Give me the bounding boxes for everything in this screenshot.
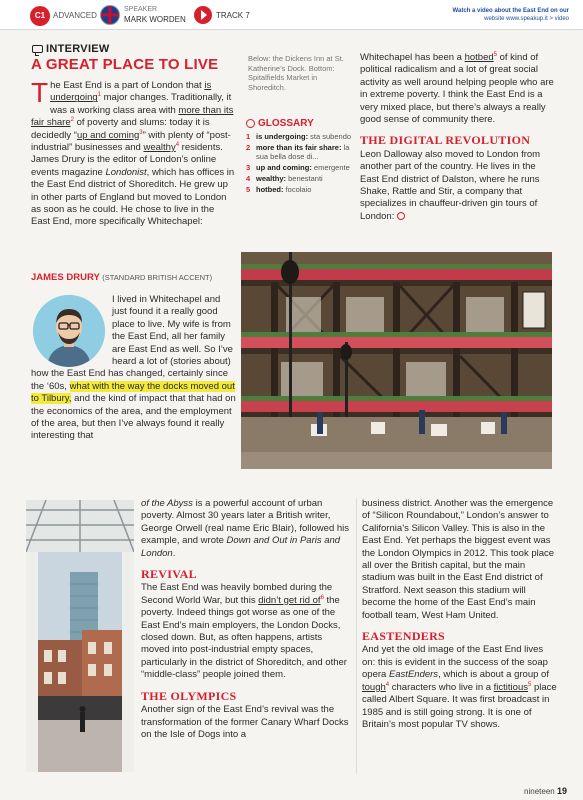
glossary-title-row [246, 118, 354, 129]
glossary-meaning: la sua bella dose di... [256, 143, 350, 161]
glossary-term-3: up and coming [76, 129, 140, 141]
book-title-2: Down and Out in Paris and London [141, 535, 341, 559]
play-track-icon[interactable] [194, 6, 212, 24]
glossary-title: GLOSSARY [258, 118, 314, 129]
mid-text-4: the poverty. Indeed things got worse as one of the East End’s main employers, the London Docks, closed down. But, as often happens, artists moved into post-industrial empty spaces, particularly in the district of Shoreditch, and other “middle-class” people joined them. [141, 594, 347, 681]
speech-bubble-icon [32, 45, 43, 53]
glossary-item [246, 163, 354, 172]
glossary-term-2: more than its fair share [31, 104, 234, 129]
glossary-term-6: didn’t get rid of [258, 594, 321, 606]
glossary-term: is undergoing: [256, 132, 309, 141]
photo-spitalfields-market [26, 500, 134, 772]
mid-paragraph-3: Another sign of the East End’s revival was the transformation of the former Canary Wharf Docks on the Isle of Dogs into a [141, 704, 349, 740]
glossary-item [246, 132, 354, 141]
glossary-box [246, 118, 354, 196]
photo-dickens-inn [241, 252, 552, 469]
interview-text-1: I lived in Whitechapel and just found it a really good place to live. My wife is from the East End, all her family are East End as well. So I’ve heard a lot of (stories about) how the East End has changed, certainly since the ‘60s, [31, 294, 233, 392]
track-label: TRACK 7 [216, 11, 250, 20]
uk-flag-icon [100, 5, 120, 25]
intro-text-1: he East End is a part of London that [50, 80, 205, 91]
intro-text-6: , which has offices in the East End district of Shoreditch. He grew up in other parts of England but moved to London as soon as he could. He chose to live in the East End, more specifically Whitechapel: [31, 166, 235, 228]
bottom-right-paragraph-2 [362, 644, 558, 731]
glossary-item [246, 185, 354, 194]
glossary-meaning: sta subendo [308, 132, 352, 141]
headline: A GREAT PLACE TO LIVE [31, 56, 219, 73]
video-note-line1: Watch a video about the East End on our [452, 8, 569, 14]
intro-paragraph [31, 77, 235, 229]
page-number-word: nineteen [524, 787, 555, 796]
glossary-list [246, 132, 354, 194]
glossary-item [246, 174, 354, 183]
right-text-2: of kind of political radicalism and a lot of great social activity as well around helping people who are in extreme poverty. I think the East End is a very mixed place, but there’s always a really good sense of community there. [360, 52, 554, 126]
footnote-fictitious: 5 [528, 681, 532, 688]
footnote-6: 6 [320, 594, 324, 601]
right-column [360, 52, 556, 223]
drop-cap: T [31, 77, 49, 108]
level-label: ADVANCED [53, 11, 97, 20]
footnote-2: 2 [70, 117, 74, 124]
mid-text-3: The East End was heavily bombed during the Second World War, but this [141, 582, 333, 606]
glossary-num: 2 [246, 143, 251, 152]
glossary-term: hotbed: [256, 185, 284, 194]
footnote-5: 5 [493, 51, 497, 58]
glossary-term: wealthy: [256, 174, 287, 183]
speaker-accent: (STANDARD BRITISH ACCENT) [102, 273, 213, 282]
glossary-meaning: emergente [311, 163, 350, 172]
subhead-olympics: THE OLYMPICS [141, 688, 237, 703]
footnote-3: 3 [139, 129, 143, 136]
continue-icon [397, 212, 405, 220]
footnote-4: 4 [175, 141, 180, 148]
right-text-3: Leon Dalloway also moved to London from another part of the country. He lives in the East End district of Dalston, where he runs Shake, Rattle and Stir, a company that specializes in chauffeur-driven gin tours of London: [360, 148, 541, 222]
br-text-3: characters who live in a [389, 681, 494, 693]
interview-answer [31, 294, 236, 443]
level-badge: C1 [30, 6, 50, 26]
glossary-item [246, 143, 354, 161]
mid-paragraph-1 [141, 498, 351, 560]
right-paragraph-1 [360, 52, 556, 126]
intro-text-5: residents. James Drury is the editor of London’s online events magazine [31, 142, 223, 178]
glossary-term: up and coming: [256, 163, 312, 172]
subhead-eastenders: EASTENDERS [362, 629, 446, 644]
spitalfields-illustration [26, 500, 134, 772]
speaker-heading [31, 272, 212, 283]
footnote-tough: 4 [385, 681, 390, 688]
page-number: 19 [556, 786, 567, 796]
glossary-term: more than its fair share: [256, 143, 342, 152]
glossary-term-1: is undergoing [50, 80, 212, 104]
interview-text-2: and the kind of impact that that had on the economics of the area, and the employment of the area, but then I’ve always found it really interesting that [31, 393, 236, 442]
glossary-num: 1 [246, 132, 251, 141]
footnote-1: 1 [97, 92, 101, 99]
dickens-inn-illustration [241, 252, 552, 469]
mid-paragraph-2 [141, 582, 351, 681]
photo-caption: Below: the Dickens Inn at St. Katherine’s Dock. Bottom: Spitalfields Market in Shoreditch. [248, 54, 344, 92]
bottom-right-paragraph-1: business district. Another was the emergence of “Silicon Roundabout,” London’s answer to California’s Silicon Valley. This is also in the East End. Yet perhaps the biggest event was the London Olympics in 2012. This took place all over the British capital, but the main stadium was built in the East End district of Stratford. Next season this stadium will become the home of the East End’s main football team, West Ham United. [362, 498, 555, 621]
glossary-meaning: focolaio [283, 185, 312, 194]
right-text-1: Whitechapel has been a [360, 52, 465, 63]
subhead-digital-revolution: THE DIGITAL REVOLUTION [360, 133, 531, 148]
globe-icon [246, 119, 255, 128]
glossary-meaning: benestanti [286, 174, 323, 183]
br-text-1: And yet the old image of the East End lives on: this is evident in the success of the soap opera [362, 644, 548, 681]
middle-column [141, 498, 351, 741]
bottom-right-column [362, 498, 558, 731]
book-title-1: of the Abyss [141, 498, 193, 509]
glossary-term-fictitious: fictitious [493, 681, 528, 693]
intro-text-3: of poverty and slums: today it is decidedly “ [31, 117, 210, 141]
column-divider [356, 498, 357, 774]
magazine-name: Londonist [105, 166, 147, 178]
top-bar [0, 0, 583, 30]
speaker-label: SPEAKER [124, 6, 158, 13]
video-note [359, 7, 569, 23]
page-footer [524, 786, 567, 796]
mid-text-2: . [172, 547, 176, 559]
glossary-term-4: wealthy [143, 142, 176, 154]
mid-text-1: is a powerful account of urban poverty. Almost 30 years later a British writer, George Orwell (real name Eric Blair), followed his example, and wrote [141, 498, 350, 547]
subhead-revival: REVIVAL [141, 567, 197, 582]
glossary-num: 3 [246, 163, 251, 172]
speaker-name: MARK WORDEN [124, 15, 186, 24]
glossary-num: 5 [246, 185, 251, 194]
show-title: EastEnders [388, 669, 439, 681]
br-text-4: place called Albert Square. It was first broadcast in 1985 and is still going strong. It is one of Britain’s most popular TV shows. [362, 681, 557, 730]
glossary-term-tough: tough [362, 681, 386, 693]
glossary-num: 4 [246, 174, 251, 183]
glossary-term-5: hotbed [464, 52, 494, 63]
speaker-heading-name: JAMES DRURY [31, 272, 100, 283]
intro-text-2: major changes. Traditionally, it was a working class area with [50, 92, 232, 116]
highlighted-phrase: what with the way the docks moved out to Tilbury, [31, 380, 235, 405]
right-paragraph-2 [360, 149, 556, 223]
br-text-2: , which is about a group of [438, 669, 549, 681]
video-note-link[interactable]: website www.speakup.it > video [484, 16, 569, 23]
section-label: INTERVIEW [46, 43, 110, 55]
intro-text-4: ” with plenty of “post-industrial” businesses and [31, 129, 231, 154]
